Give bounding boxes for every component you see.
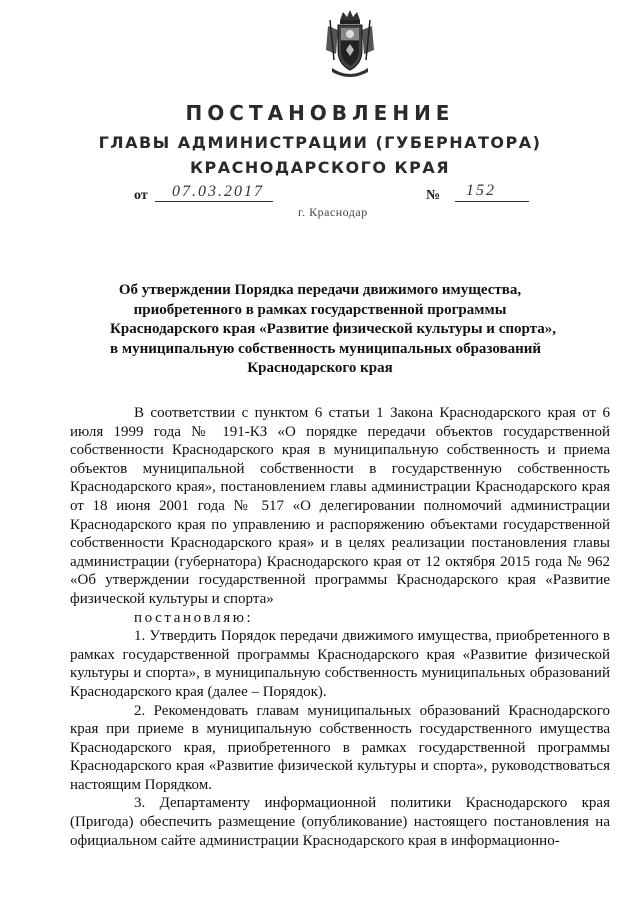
document-title-line: Краснодарского края «Развитие физической культуры и спорта», <box>110 321 556 337</box>
document-title-line: Об утверждении Порядка передачи движимого имущества, <box>118 282 522 298</box>
document-body <box>70 404 610 850</box>
number-underline <box>455 201 529 202</box>
number-value: 152 <box>466 182 496 199</box>
krasnodar-coat-of-arms-icon <box>324 10 376 82</box>
date-underline <box>155 201 273 202</box>
decree-word: постановляю: <box>134 609 254 626</box>
date-label: от <box>134 188 148 203</box>
issuer-heading-line-1: ГЛАВЫ АДМИНИСТРАЦИИ (ГУБЕРНАТОРА) <box>98 133 542 152</box>
date-value: 07.03.2017 <box>172 183 264 200</box>
document-title-line: Краснодарского края <box>247 360 393 376</box>
date-number-row <box>0 181 640 207</box>
city-name: г. Краснодар <box>298 205 368 219</box>
document-title <box>110 281 556 379</box>
number-label: № <box>426 188 441 203</box>
issuer-heading-line-2: КРАСНОДАРСКОГО КРАЯ <box>189 158 451 177</box>
document-type-heading: ПОСТАНОВЛЕНИЕ <box>185 101 455 125</box>
item-2-paragraph: 2. Рекомендовать главам муниципальных образований Краснодарского края при приеме в муниципальную собственность государственного имущества Краснодарского края, приобретенного в рамках государственной программы Краснодарского края «Развитие физической культуры и спорта», руководствоваться настоящим Порядком. <box>70 702 610 793</box>
document-title-line: в муниципальную собственность муниципальных образований <box>110 340 542 357</box>
document-title-line: приобретенного в рамках государственной программы <box>133 301 507 318</box>
item-1-paragraph: 1. Утвердить Порядок передачи движимого имущества, приобретенного в рамках государственной программы Краснодарского края «Развитие физической культуры и спорта», в муниципальную собственность муниципальных образований Краснодарского края (далее – Порядок). <box>70 628 610 700</box>
preamble-paragraph: В соответствии с пунктом 6 статьи 1 Закона Краснодарского края от 6 июля 1999 года № 191-КЗ «О порядке передачи объектов государственной собственности Краснодарского края в муниципальную собственность и приема объектов муниципальной собственности в государственную собственность Краснодарского края», постановлением главы администрации Краснодарского края от 18 июня 2001 года № 517 «О делегировании полномочий администрации Краснодарского края по управлению и распоряжению объектами государственной собственности Краснодарского края» и в целях реализации постановления главы администрации (губернатора) Краснодарского края от 12 октября 2015 года № 962 «Об утверждении государственной программы Краснодарского края «Развитие физической культуры и спорта» <box>70 405 610 607</box>
item-3-paragraph: 3. Департаменту информационной политики Краснодарского края (Пригода) обеспечить размещение (опубликование) настоящего постановления на официальном сайте администрации Краснодарского края в информационно- <box>70 795 610 849</box>
